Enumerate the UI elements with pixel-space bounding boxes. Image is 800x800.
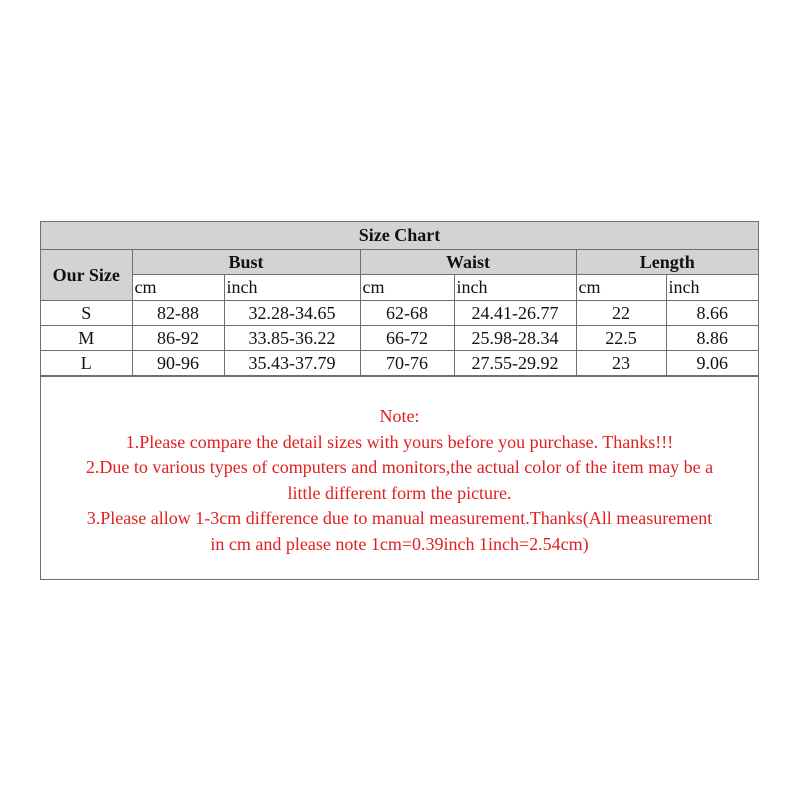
length-header: Length xyxy=(576,250,758,275)
table-row xyxy=(41,326,758,351)
table-row xyxy=(41,301,758,326)
size-chart xyxy=(40,221,759,580)
unit-header-row xyxy=(41,275,758,301)
group-header-row xyxy=(41,250,758,275)
waist-header: Waist xyxy=(360,250,576,275)
table-title: Size Chart xyxy=(41,222,758,250)
bust-header: Bust xyxy=(132,250,360,275)
note-line: 1.Please compare the detail sizes with yours before you purchase. Thanks!!! xyxy=(125,431,674,452)
unit-cell: cm xyxy=(132,275,224,301)
table-cell: 9.06 xyxy=(666,351,758,376)
note-heading: Note: xyxy=(379,406,420,426)
note-line: little different form the picture. xyxy=(287,482,512,503)
table-cell: 25.98-28.34 xyxy=(454,326,576,351)
unit-cell: inch xyxy=(454,275,576,301)
table-cell: 23 xyxy=(576,351,666,376)
unit-cell: inch xyxy=(666,275,758,301)
table-row xyxy=(41,351,758,376)
note-line: 3.Please allow 1-3cm difference due to manual measurement.Thanks(All measurement xyxy=(86,508,713,528)
size-table xyxy=(41,222,758,376)
table-cell: 8.66 xyxy=(666,301,758,326)
table-cell: 24.41-26.77 xyxy=(454,301,576,326)
table-cell: 22 xyxy=(576,301,666,326)
table-cell: 82-88 xyxy=(132,301,224,326)
note-line: in cm and please note 1cm=0.39inch 1inch=2.54cm) xyxy=(210,533,589,554)
unit-cell: inch xyxy=(224,275,360,301)
note-line: 2.Due to various types of computers and monitors,the actual color of the item may be a xyxy=(85,457,714,477)
table-cell: 8.86 xyxy=(666,326,758,351)
unit-cell: cm xyxy=(360,275,454,301)
table-cell: 33.85-36.22 xyxy=(224,326,360,351)
size-label: S xyxy=(41,301,132,326)
notes-section xyxy=(41,376,758,579)
our-size-header: Our Size xyxy=(41,250,132,301)
table-cell: 35.43-37.79 xyxy=(224,351,360,376)
size-label: L xyxy=(41,351,132,376)
table-cell: 22.5 xyxy=(576,326,666,351)
table-cell: 90-96 xyxy=(132,351,224,376)
table-cell: 66-72 xyxy=(360,326,454,351)
table-cell: 27.55-29.92 xyxy=(454,351,576,376)
unit-cell: cm xyxy=(576,275,666,301)
table-cell: 32.28-34.65 xyxy=(224,301,360,326)
table-cell: 86-92 xyxy=(132,326,224,351)
size-label: M xyxy=(41,326,132,351)
table-cell: 70-76 xyxy=(360,351,454,376)
table-cell: 62-68 xyxy=(360,301,454,326)
title-row xyxy=(41,222,758,250)
